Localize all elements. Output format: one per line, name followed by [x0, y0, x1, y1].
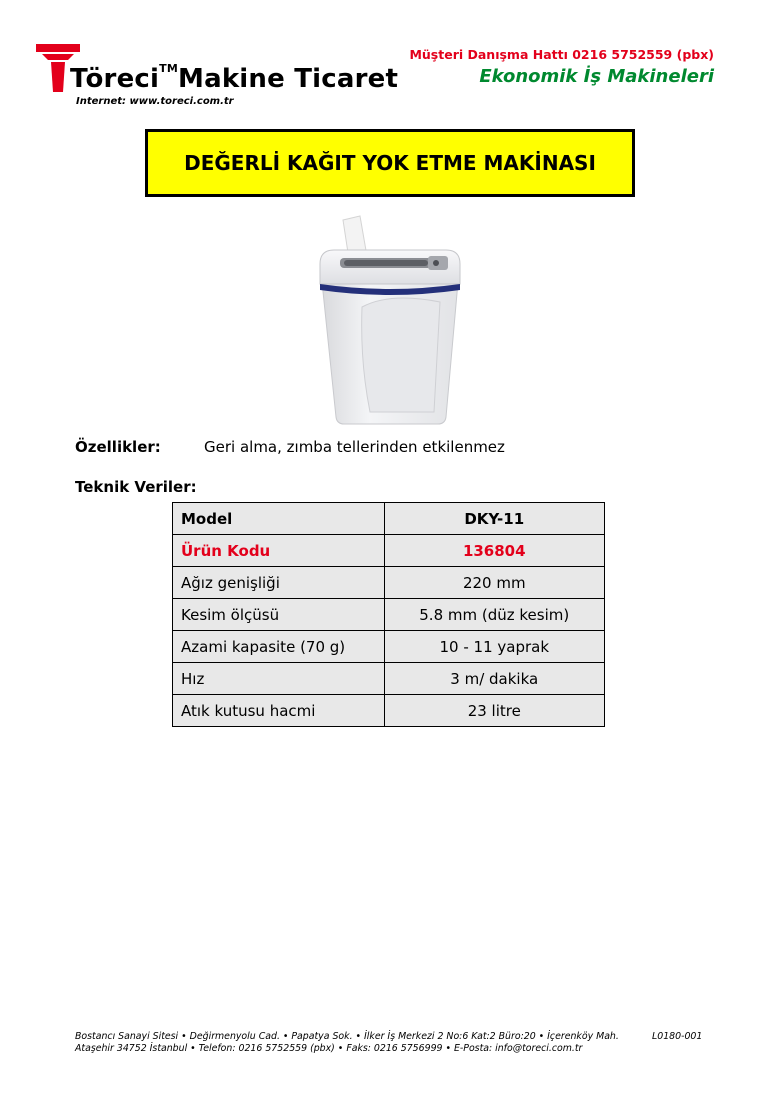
spec-name: Ağız genişliği — [173, 567, 385, 599]
document-title: DEĞERLİ KAĞIT YOK ETME MAKİNASI — [184, 151, 596, 175]
company-slogan: Ekonomik İş Makineleri — [479, 66, 714, 87]
features-label: Özellikler: — [75, 438, 161, 456]
title-box — [145, 129, 635, 197]
paper-shredder-image — [300, 212, 475, 432]
document-code: L0180-001 — [652, 1031, 703, 1042]
spec-name: Model — [173, 503, 385, 535]
table-row — [173, 663, 605, 695]
table-row — [173, 599, 605, 631]
spec-name: Azami kapasite (70 g) — [173, 631, 385, 663]
spec-value: 23 litre — [384, 695, 604, 727]
table-row — [173, 567, 605, 599]
trademark-mark: TM — [159, 62, 178, 75]
website-text: Internet: www.toreci.com.tr — [76, 96, 234, 107]
spec-name: Ürün Kodu — [173, 535, 385, 567]
spec-value: 220 mm — [384, 567, 604, 599]
spec-name: Hız — [173, 663, 385, 695]
spec-name: Kesim ölçüsü — [173, 599, 385, 631]
spec-table — [172, 502, 605, 727]
table-row — [173, 631, 605, 663]
footer-contact: Ataşehir 34752 İstanbul • Telefon: 0216 5752559 (pbx) • Faks: 0216 5756999 • E-Posta: info@toreci.com.tr — [75, 1043, 583, 1054]
footer-address: Bostancı Sanayi Sitesi • Değirmenyolu Cad. • Papatya Sok. • İlker İş Merkezi 2 No:6 Kat:2 Büro:20 • İçerenköy Mah. — [75, 1031, 619, 1042]
spec-value: 5.8 mm (düz kesim) — [384, 599, 604, 631]
spec-value: 10 - 11 yaprak — [384, 631, 604, 663]
table-row — [173, 535, 605, 567]
spec-name: Atık kutusu hacmi — [173, 695, 385, 727]
table-row — [173, 695, 605, 727]
features-value: Geri alma, zımba tellerinden etkilenmez — [204, 438, 505, 456]
customer-hotline: Müşteri Danışma Hattı 0216 5752559 (pbx) — [409, 47, 714, 62]
table-row — [173, 503, 605, 535]
company-name: Töreci™Makine Ticaret — [70, 62, 399, 94]
spec-value: 136804 — [384, 535, 604, 567]
spec-value: 3 m/ dakika — [384, 663, 604, 695]
spec-value: DKY-11 — [384, 503, 604, 535]
technical-data-label: Teknik Veriler: — [75, 478, 197, 496]
